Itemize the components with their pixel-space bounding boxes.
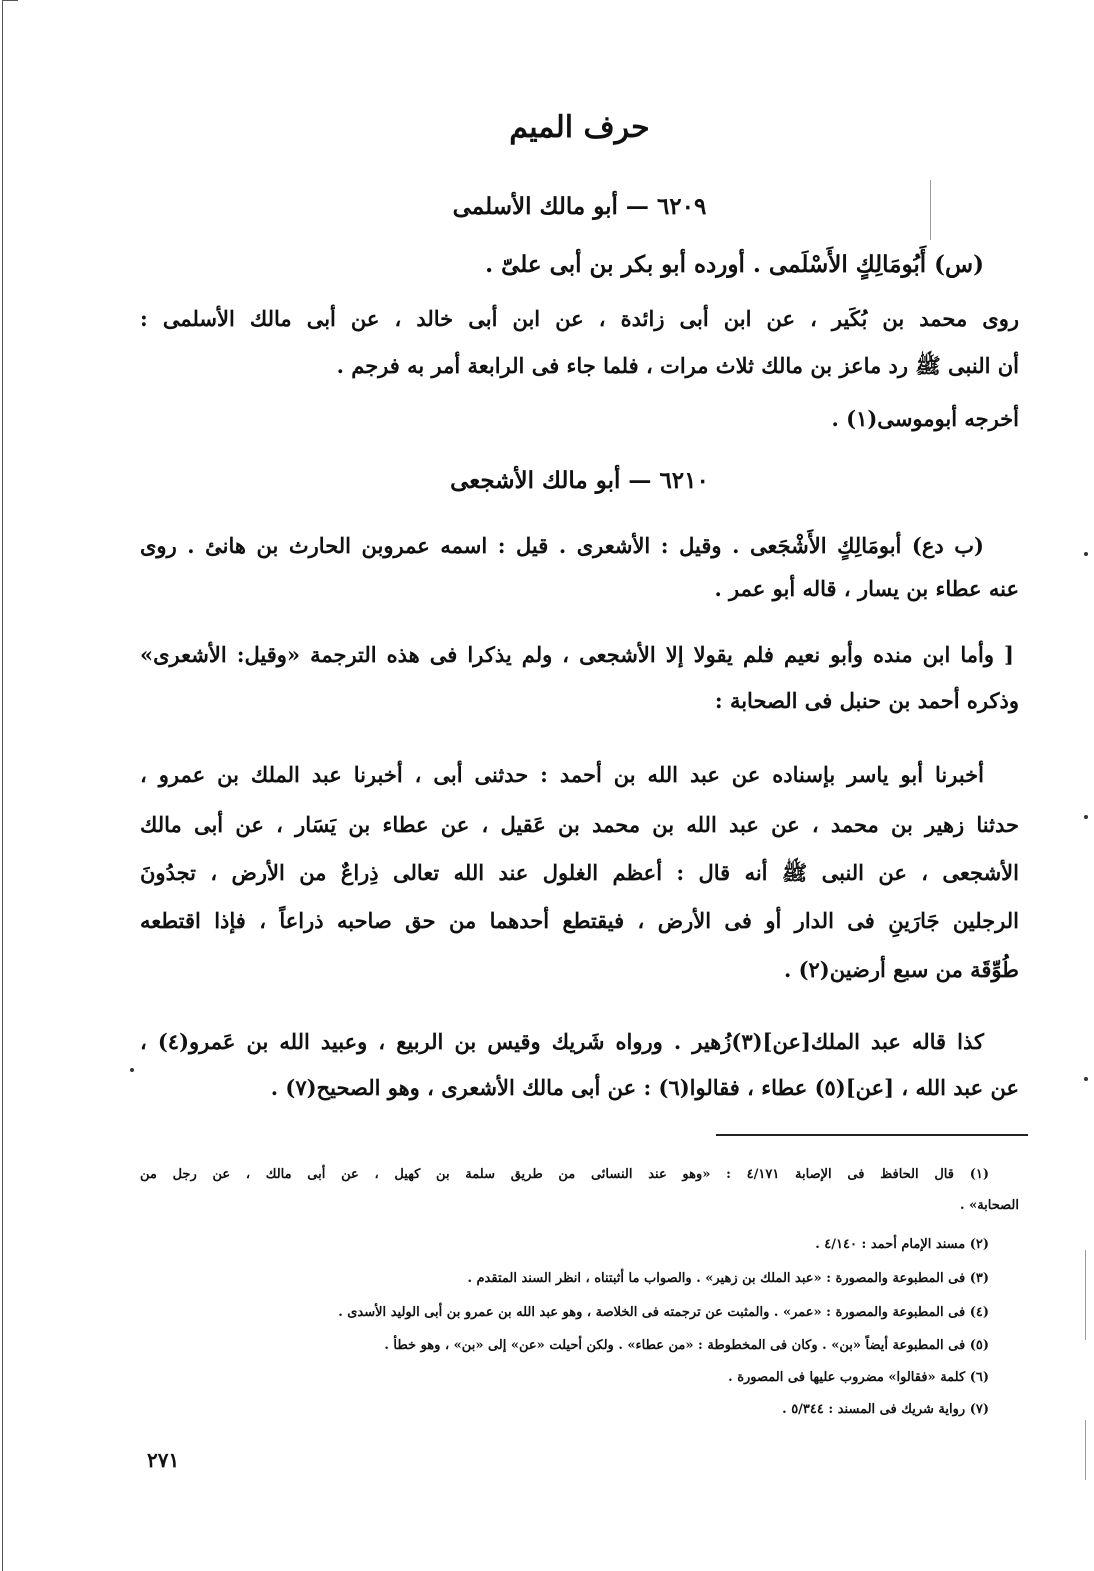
- entry-line: وذكره أحمد بن حنبل فى الصحابة :: [714, 688, 1019, 713]
- entry-line: روى محمد بن بُكَير ، عن ابن أبى زائدة ، عن ابن أبى خالد ، عن أبى مالك الأسلمى :: [140, 306, 1019, 331]
- scan-edge: [2, 0, 3, 1571]
- chapter-heading: حرف الميم: [509, 110, 650, 145]
- entry-line: أخبرنا أبو ياسر بإسناده عن عبد الله بن أحمد : حدثنى أبى ، أخبرنا عبد الملك بن عمرو ،: [140, 762, 984, 787]
- entry-line: عنه عطاء بن يسار ، قاله أبو عمر .: [714, 576, 1019, 601]
- footnote: (٢) مسند الإمام أحمد : ٤/١٤٠ .: [815, 1237, 989, 1252]
- scan-speck: [1084, 552, 1088, 556]
- entry-line: عن عبد الله ، [عن](٥) عطاء ، فقالوا(٦) : عن أبى مالك الأشعرى ، وهو الصحيح(٧) .: [270, 1075, 1019, 1100]
- entry-line: أخرجه أبوموسى(١) .: [831, 406, 1019, 431]
- entry-title: ٦٢١٠ — أبو مالك الأشجعى: [450, 467, 709, 494]
- entry-line: [ وأما ابن منده وأبو نعيم فلم يقولا إلا الأشجعى ، ولم يذكرا فى هذه الترجمة «وقيل: الأشعرى»: [140, 642, 1014, 667]
- footnote: (٥) فى المطبوعة أيضاً «بن» . وكان فى المخطوطة : «من عطاء» . ولكن أحيلت «عن» إلى «بن» ، وهو خطأ .: [384, 1338, 989, 1353]
- scan-speck: [1084, 1077, 1088, 1081]
- entry-line: كذا قاله عبد الملك[عن](٣)زُهير . ورواه شَريك وقيس بن الربيع ، وعبيد الله بن عَمرو(٤) ،: [140, 1029, 984, 1054]
- scan-edge-tick: [2, 0, 18, 1]
- scan-mark: [930, 180, 931, 240]
- footnote: (١) قال الحافظ فى الإصابة ٤/١٧١ : «وهو عند النسائى من طريق سلمة بن كهيل ، عن أبى مالك ، عن رجل من: [140, 1167, 989, 1182]
- entry-line: الرجلين جَارَينِ فى الدار أو فى الأرض ، فيقتطع أحدهما من حق صاحبه ذراعاً ، فإذا اقتطعه: [140, 908, 1019, 933]
- entry-line: أن النبى ﷺ رد ماعز بن مالك ثلاث مرات ، فلما جاء فى الرابعة أمر به فرجم .: [336, 353, 1019, 378]
- entry-line: الأشجعى ، عن النبى ﷺ أنه قال : أعظم الغلول عند الله تعالى ذِراعٌ من الأرض ، تجدُونَ: [140, 860, 1019, 885]
- entry-line: (ب دع) أبومَالِكٍ الأَشْجَعى . وقيل : الأشعرى . قيل : اسمه عمروبن الحارث بن هانئ . روى: [140, 533, 984, 558]
- entry-title: ٦٢٠٩ — أبو مالك الأسلمى: [452, 193, 707, 220]
- scan-mark: [1085, 1420, 1086, 1480]
- footnote: الصحابة» .: [960, 1198, 1019, 1213]
- scan-mark: [1085, 1250, 1086, 1340]
- entry-line: (س) أَبُومَالِكٍ الأَسْلَمى . أورده أبو بكر بن أبى علىّ .: [485, 251, 984, 278]
- page-number: ٢٧١: [147, 1448, 180, 1472]
- scan-speck: [1084, 815, 1088, 819]
- footnote: (٦) كلمة «فقالوا» مضروب عليها فى المصورة .: [728, 1370, 989, 1385]
- footnote: (٤) فى المطبوعة والمصورة : «عمر» . والمثبت عن ترجمته فى الخلاصة ، وهو عبد الله بن عمرو بن أبى الوليد الأسدى .: [338, 1305, 989, 1320]
- footnote: (٣) فى المطبوعة والمصورة : «عبد الملك بن زهير» . والصواب ما أثبتناه ، انظر السند المتقدم .: [467, 1271, 989, 1286]
- scan-speck: [130, 1068, 134, 1072]
- footnote-rule: [716, 1134, 1028, 1136]
- footnote: (٧) رواية شريك فى المسند : ٥/٣٤٤ .: [782, 1402, 989, 1417]
- entry-line: طُوِّقَة من سبع أرضين(٢) .: [783, 957, 1019, 982]
- entry-line: حدثنا زهير بن محمد ، عن عبد الله بن محمد بن عَقيل ، عن عطاء بن يَسَار ، عن أبى مالك: [140, 812, 1019, 837]
